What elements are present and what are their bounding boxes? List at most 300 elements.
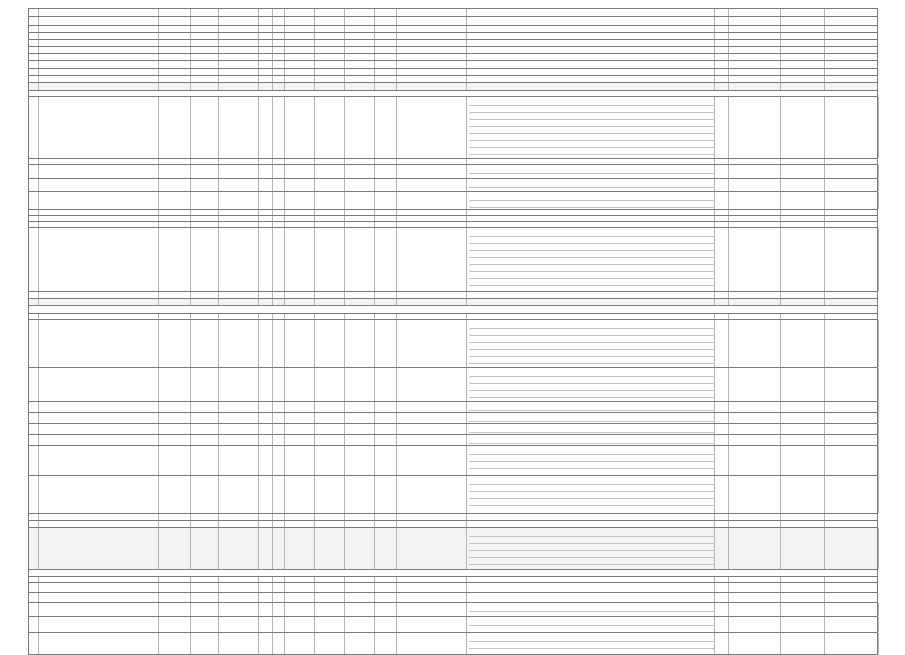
table-cell [29,228,39,291]
table-cell [781,368,825,401]
table-cell [273,228,285,291]
table-cell [219,61,259,68]
table-cell [397,292,467,298]
table-cell [729,47,781,53]
table-cell [219,633,259,654]
table-cell [29,40,39,46]
table-cell [781,165,825,178]
table-cell [825,413,879,423]
table-cell [39,17,159,25]
table-cell [273,603,285,616]
table-row [28,97,878,159]
table-cell [29,47,39,53]
table-row [28,179,878,192]
document-table [28,8,878,655]
table-cell [285,402,315,412]
table-cell [375,26,397,32]
row-subdivider [469,421,715,422]
table-cell [729,69,781,75]
table-cell [715,528,729,569]
table-cell [29,514,39,520]
table-row [28,446,878,476]
row-subdivider [469,278,715,279]
table-cell [285,61,315,68]
table-cell [315,83,345,90]
table-cell [29,159,39,164]
row-subdivider [469,349,715,350]
table-cell [781,40,825,46]
table-cell [715,17,729,25]
table-cell [715,216,729,221]
table-cell [729,61,781,68]
table-cell [467,179,715,191]
table-cell [39,222,159,227]
table-cell [159,179,191,191]
table-row [28,8,878,17]
table-cell [397,435,467,445]
table-cell [219,413,259,423]
table-cell [191,435,219,445]
table-cell [39,528,159,569]
table-cell [467,521,715,527]
table-cell [781,402,825,412]
table-cell [273,9,285,16]
table-cell [781,528,825,569]
table-cell [191,446,219,475]
table-cell [191,192,219,209]
table-cell [273,402,285,412]
table-cell [273,61,285,68]
table-cell [397,528,467,569]
table-cell [781,26,825,32]
table-cell [219,165,259,178]
table-cell [39,314,159,319]
table-row [28,593,878,603]
table-row [28,228,878,292]
table-cell [39,402,159,412]
table-cell [715,61,729,68]
table-cell [715,593,729,602]
table-cell [285,17,315,25]
table-cell [781,61,825,68]
table-cell [375,17,397,25]
table-row [28,435,878,446]
table-cell [825,54,879,60]
table-cell [729,476,781,513]
table-cell [825,583,879,592]
table-cell [273,159,285,164]
table-cell [219,216,259,221]
table-cell [159,210,191,215]
table-cell [715,521,729,527]
row-subdivider [469,536,715,537]
table-cell [259,210,273,215]
table-cell [259,216,273,221]
table-cell [345,528,375,569]
table-row [28,165,878,179]
table-cell [259,413,273,423]
table-cell [729,26,781,32]
table-cell [315,521,345,527]
table-cell [29,476,39,513]
table-cell [729,435,781,445]
table-cell [375,216,397,221]
table-cell [467,159,715,164]
table-cell [375,299,397,305]
table-cell [397,633,467,654]
table-cell [315,33,345,39]
table-cell [825,593,879,602]
table-cell [219,514,259,520]
table-cell [345,577,375,582]
table-cell [375,69,397,75]
table-cell [315,299,345,305]
table-cell [315,17,345,25]
table-cell [729,159,781,164]
table-cell [345,97,375,158]
table-cell [345,47,375,53]
row-subdivider [469,648,715,649]
table-cell [825,210,879,215]
table-cell [397,192,467,209]
row-subdivider [469,376,715,377]
table-cell [345,521,375,527]
table-cell [273,192,285,209]
table-cell [781,603,825,616]
row-subdivider [469,243,715,244]
table-cell [315,593,345,602]
table-cell [345,216,375,221]
table-cell [781,583,825,592]
table-cell [397,54,467,60]
table-cell [315,97,345,158]
table-row [28,617,878,633]
table-cell [825,633,879,654]
table-cell [781,97,825,158]
table-cell [219,476,259,513]
row-subdivider [469,498,715,499]
table-cell [397,577,467,582]
table-cell [219,159,259,164]
table-cell [715,159,729,164]
table-cell [729,320,781,367]
table-cell [375,603,397,616]
table-cell [259,97,273,158]
table-cell [315,577,345,582]
table-cell [285,9,315,16]
table-cell [273,210,285,215]
table-cell [781,179,825,191]
table-cell [781,69,825,75]
table-cell [375,424,397,434]
table-cell [259,228,273,291]
table-cell [825,97,879,158]
table-cell [273,577,285,582]
table-cell [29,521,39,527]
table-cell [259,314,273,319]
table-cell [345,165,375,178]
table-cell [467,222,715,227]
table-cell [315,179,345,191]
table-cell [397,69,467,75]
table-cell [345,222,375,227]
table-cell [715,476,729,513]
table-row [28,26,878,33]
table-cell [825,76,879,82]
table-cell [825,17,879,25]
table-cell [39,299,159,305]
table-cell [259,222,273,227]
table-cell [39,216,159,221]
table-cell [273,33,285,39]
table-cell [29,210,39,215]
table-cell [219,402,259,412]
table-cell [315,192,345,209]
table-cell [159,617,191,632]
table-cell [191,603,219,616]
table-cell [467,528,715,569]
table-cell [825,47,879,53]
table-cell [397,583,467,592]
table-cell [29,299,39,305]
table-cell [29,528,39,569]
table-cell [191,320,219,367]
table-cell [375,210,397,215]
table-cell [315,320,345,367]
table-cell [273,216,285,221]
table-cell [191,299,219,305]
table-cell [191,159,219,164]
row-subdivider [469,250,715,251]
table-row [28,40,878,47]
table-cell [345,593,375,602]
table-cell [467,216,715,221]
table-cell [159,159,191,164]
table-cell [259,17,273,25]
table-cell [39,61,159,68]
table-cell [219,17,259,25]
table-cell [715,40,729,46]
table-cell [397,314,467,319]
table-cell [191,9,219,16]
table-cell [29,577,39,582]
table-cell [259,179,273,191]
table-cell [825,192,879,209]
table-cell [29,633,39,654]
table-cell [219,583,259,592]
table-cell [29,435,39,445]
table-cell [39,33,159,39]
table-cell [191,216,219,221]
table-row [28,424,878,435]
table-cell [715,179,729,191]
table-cell [315,159,345,164]
table-cell [259,47,273,53]
table-cell [781,633,825,654]
table-cell [715,97,729,158]
table-row [28,413,878,424]
table-cell [29,292,39,298]
table-cell [375,633,397,654]
table-cell [259,593,273,602]
table-cell [191,179,219,191]
row-subdivider [469,625,715,626]
table-cell [397,9,467,16]
table-cell [715,222,729,227]
table-cell [397,179,467,191]
table-cell [715,299,729,305]
table-cell [159,61,191,68]
section-title [29,570,877,576]
table-cell [39,192,159,209]
table-cell [715,314,729,319]
table-cell [259,292,273,298]
table-cell [315,165,345,178]
table-cell [781,299,825,305]
table-row [28,192,878,210]
table-cell [715,514,729,520]
table-cell [781,577,825,582]
table-cell [715,26,729,32]
table-cell [259,165,273,178]
table-cell [191,617,219,632]
table-cell [825,228,879,291]
table-cell [29,617,39,632]
table-cell [285,165,315,178]
table-cell [29,179,39,191]
table-cell [467,633,715,654]
table-cell [825,292,879,298]
table-cell [191,368,219,401]
table-cell [397,446,467,475]
table-cell [467,47,715,53]
row-subdivider [469,105,715,106]
table-cell [219,424,259,434]
table-cell [159,402,191,412]
table-cell [29,320,39,367]
table-cell [39,583,159,592]
table-cell [285,593,315,602]
table-cell [375,521,397,527]
table-cell [729,528,781,569]
row-subdivider [469,119,715,120]
table-cell [315,26,345,32]
table-cell [345,76,375,82]
table-cell [191,593,219,602]
table-cell [39,69,159,75]
table-cell [219,521,259,527]
table-cell [273,314,285,319]
table-cell [159,9,191,16]
table-cell [273,424,285,434]
table-cell [159,593,191,602]
table-cell [729,192,781,209]
table-cell [345,179,375,191]
table-cell [285,216,315,221]
table-cell [375,47,397,53]
table-cell [273,179,285,191]
table-cell [285,314,315,319]
table-cell [345,26,375,32]
table-cell [315,633,345,654]
row-subdivider [469,200,715,201]
table-cell [285,210,315,215]
table-cell [259,577,273,582]
table-cell [285,69,315,75]
table-cell [825,222,879,227]
table-row [28,603,878,617]
table-cell [825,577,879,582]
table-cell [397,165,467,178]
table-cell [273,617,285,632]
table-cell [259,603,273,616]
table-cell [29,424,39,434]
table-cell [729,97,781,158]
table-cell [191,514,219,520]
table-cell [375,314,397,319]
total-row [28,299,878,306]
table-cell [191,54,219,60]
table-cell [273,368,285,401]
table-cell [467,476,715,513]
table-cell [825,476,879,513]
table-cell [467,593,715,602]
table-cell [781,33,825,39]
table-cell [315,476,345,513]
table-cell [259,26,273,32]
table-cell [397,97,467,158]
table-cell [159,47,191,53]
table-row [28,54,878,61]
table-cell [467,97,715,158]
table-cell [729,299,781,305]
table-cell [273,54,285,60]
table-cell [191,17,219,25]
table-cell [715,228,729,291]
table-cell [375,159,397,164]
table-cell [467,583,715,592]
table-cell [259,40,273,46]
table-cell [825,603,879,616]
table-cell [375,476,397,513]
table-cell [285,583,315,592]
table-cell [397,603,467,616]
table-cell [191,476,219,513]
table-cell [345,17,375,25]
table-cell [259,446,273,475]
table-cell [39,320,159,367]
row-subdivider [469,550,715,551]
table-cell [191,228,219,291]
table-cell [729,76,781,82]
table-cell [825,40,879,46]
table-cell [39,40,159,46]
table-cell [191,26,219,32]
table-cell [345,603,375,616]
table-cell [715,33,729,39]
table-cell [375,222,397,227]
table-cell [191,47,219,53]
table-cell [159,69,191,75]
table-cell [729,179,781,191]
table-cell [191,521,219,527]
table-cell [315,528,345,569]
table-cell [219,299,259,305]
table-cell [259,192,273,209]
row-subdivider [469,154,715,155]
table-cell [273,83,285,90]
table-cell [219,435,259,445]
